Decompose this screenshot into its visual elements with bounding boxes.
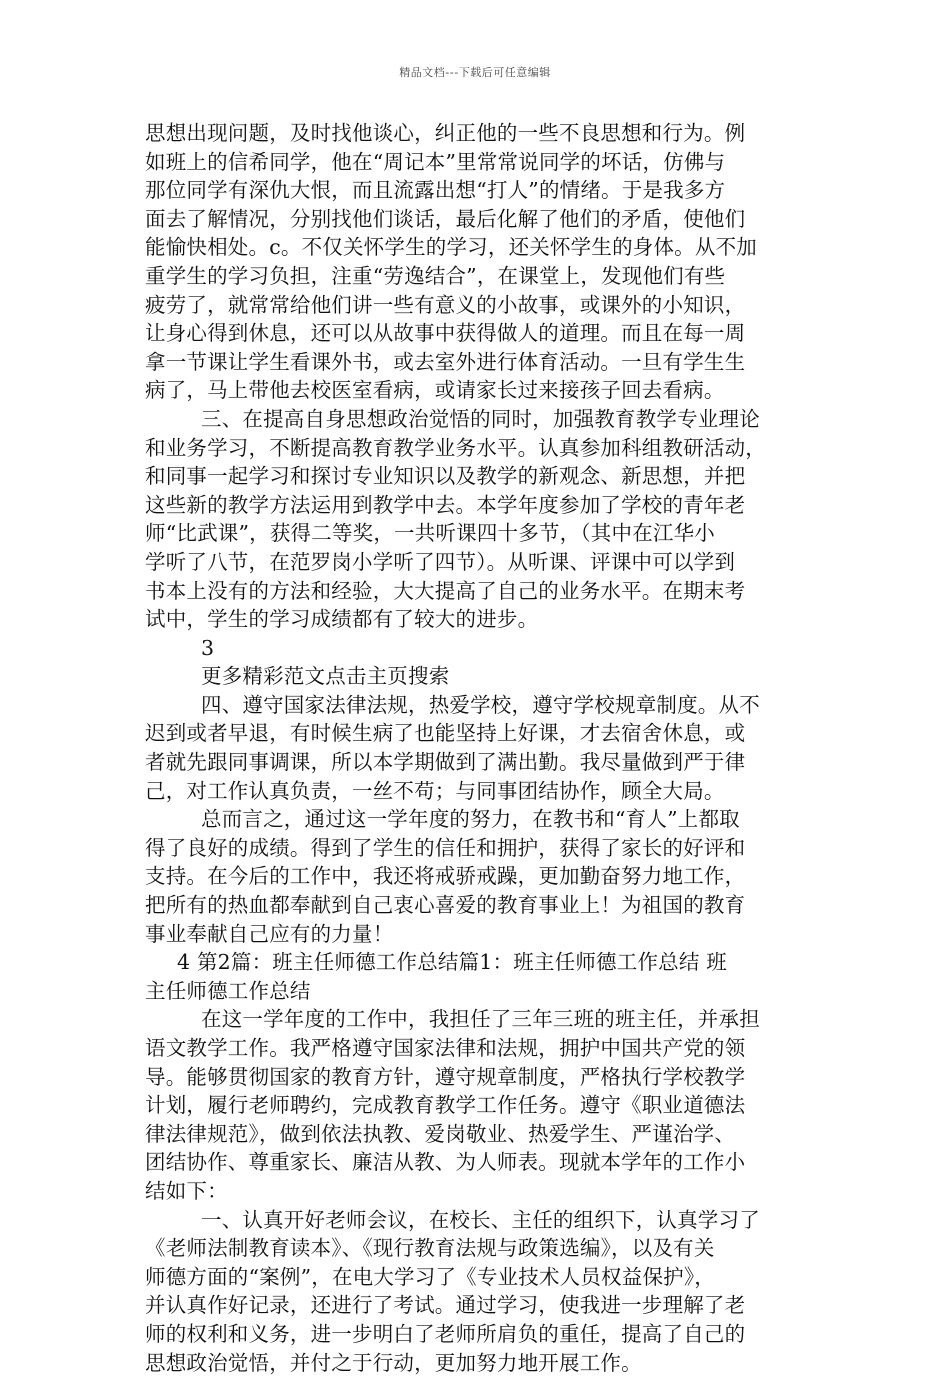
text-line: 支持。在今后的工作中，我还将戒骄戒躁，更加勤奋努力地工作， (145, 864, 746, 889)
text-line: 和业务学习，不断提高教育教学业务水平。认真参加科组教研活动， (145, 435, 766, 460)
text-line: 让身心得到休息，还可以从故事中获得做人的道理。而且在每一周 (145, 321, 746, 346)
text-line: 导。能够贯彻国家的教育方针，遵守规章制度，严格执行学校教学 (145, 1064, 746, 1089)
text-line: 团结协作、尊重家长、廉洁从教、为人师表。现就本学年的工作小 (145, 1150, 746, 1175)
text-line: 思想政治觉悟，并付之于行动，更加努力地开展工作。 (145, 1350, 642, 1375)
text-line: 语文教学工作。我严格遵守国家法律和法规，拥护中国共产党的领 (145, 1036, 746, 1060)
text-line: 把所有的热血都奉献到自己衷心喜爱的教育事业上！为祖国的教育 (145, 893, 746, 918)
text-line: 试中，学生的学习成绩都有了较大的进步。 (145, 607, 539, 632)
text-line: 书本上没有的方法和经验，大大提高了自己的业务水平。在期末考 (145, 578, 746, 603)
text-line: 总而言之，通过这一学年度的努力，在教书和“育人”上都取 (201, 807, 740, 832)
text-line: 律法律规范》，做到依法执教、爱岗敬业、热爱学生、严谨治学、 (145, 1121, 736, 1146)
text-line: 三、在提高自身思想政治觉悟的同时，加强教育教学专业理论 (201, 406, 760, 431)
text-line: 己，对工作认真负责，一丝不苟；与同事团结协作，顾全大局。 (145, 778, 725, 803)
text-line: 如班上的信希同学，他在“周记本”里常常说同学的坏话，仿佛与 (145, 149, 726, 174)
text-line: 一、认真开好老师会议，在校长、主任的组织下，认真学习了 (201, 1207, 760, 1232)
text-line: 师德方面的“案例”，在电大学习了《专业技术人员权益保护》， (145, 1264, 716, 1289)
page-header: 精品文档---下载后可任意编辑 (399, 66, 551, 79)
text-line: 结如下： (145, 1178, 228, 1203)
text-line: 3 (201, 635, 215, 660)
text-line: 疲劳了，就常常给他们讲一些有意义的小故事，或课外的小知识， (145, 292, 746, 317)
text-line: 在这一学年度的工作中，我担任了三年三班的班主任，并承担 (201, 1007, 760, 1032)
text-line: 迟到或者早退，有时候生病了也能坚持上好课，才去宿舍休息，或 (145, 721, 746, 746)
text-line: 和同事一起学习和探讨专业知识以及教学的新观念、新思想，并把 (145, 464, 746, 489)
text-line: 事业奉献自己应有的力量！ (145, 921, 394, 946)
text-line: 计划，履行老师聘约，完成教育教学工作任务。遵守《职业道德法 (145, 1093, 746, 1118)
text-line: 师的权利和义务，进一步明白了老师所肩负的重任，提高了自己的 (145, 1321, 746, 1346)
text-line: 并认真作好记录，还进行了考试。通过学习，使我进一步理解了老 (145, 1293, 746, 1318)
text-line: 思想出现问题，及时找他谈心，纠正他的一些不良思想和行为。例 (145, 121, 746, 145)
text-line: 那位同学有深仇大恨，而且流露出想“打人”的情绪。于是我多方 (145, 178, 726, 203)
text-line: 得了良好的成绩。得到了学生的信任和拥护，获得了家长的好评和 (145, 835, 746, 860)
text-line: 这些新的教学方法运用到教学中去。本学年度参加了学校的青年老 (145, 492, 746, 517)
text-line: 《老师法制教育读本》、《现行教育法规与政策选编》，以及有关 (145, 1236, 715, 1261)
text-line: 者就先跟同事调课，所以本学期做到了满出勤。我尽量做到严于律 (145, 750, 746, 775)
text-line: 师“比武课”，获得二等奖，一共听课四十多节，（其中在江华小 (145, 521, 716, 546)
text-line: 面去了解情况，分别找他们谈话，最后化解了他们的矛盾，使他们 (145, 206, 746, 231)
text-line: 病了，马上带他去校医室看病，或请家长过来接孩子回去看病。 (145, 378, 725, 403)
text-line: 4 第2篇：班主任师德工作总结篇1：班主任师德工作总结 班 (177, 950, 727, 975)
text-line: 四、遵守国家法律法规，热爱学校，遵守学校规章制度。从不 (201, 692, 760, 717)
text-line: 重学生的学习负担，注重“劳逸结合”，在课堂上，发现他们有些 (145, 263, 726, 288)
text-line: 拿一节课让学生看课外书，或去室外进行体育活动。一旦有学生生 (145, 349, 746, 374)
document-body (145, 119, 811, 1377)
text-line: 能愉快相处。c。不仅关怀学生的学习，还关怀学生的身体。从不加 (145, 235, 757, 260)
text-line: 主任师德工作总结 (145, 978, 311, 1003)
text-line: 更多精彩范文点击主页搜索 (201, 664, 450, 689)
text-line: 学听了八节，在范罗岗小学听了四节）。从听课、评课中可以学到 (145, 549, 736, 574)
